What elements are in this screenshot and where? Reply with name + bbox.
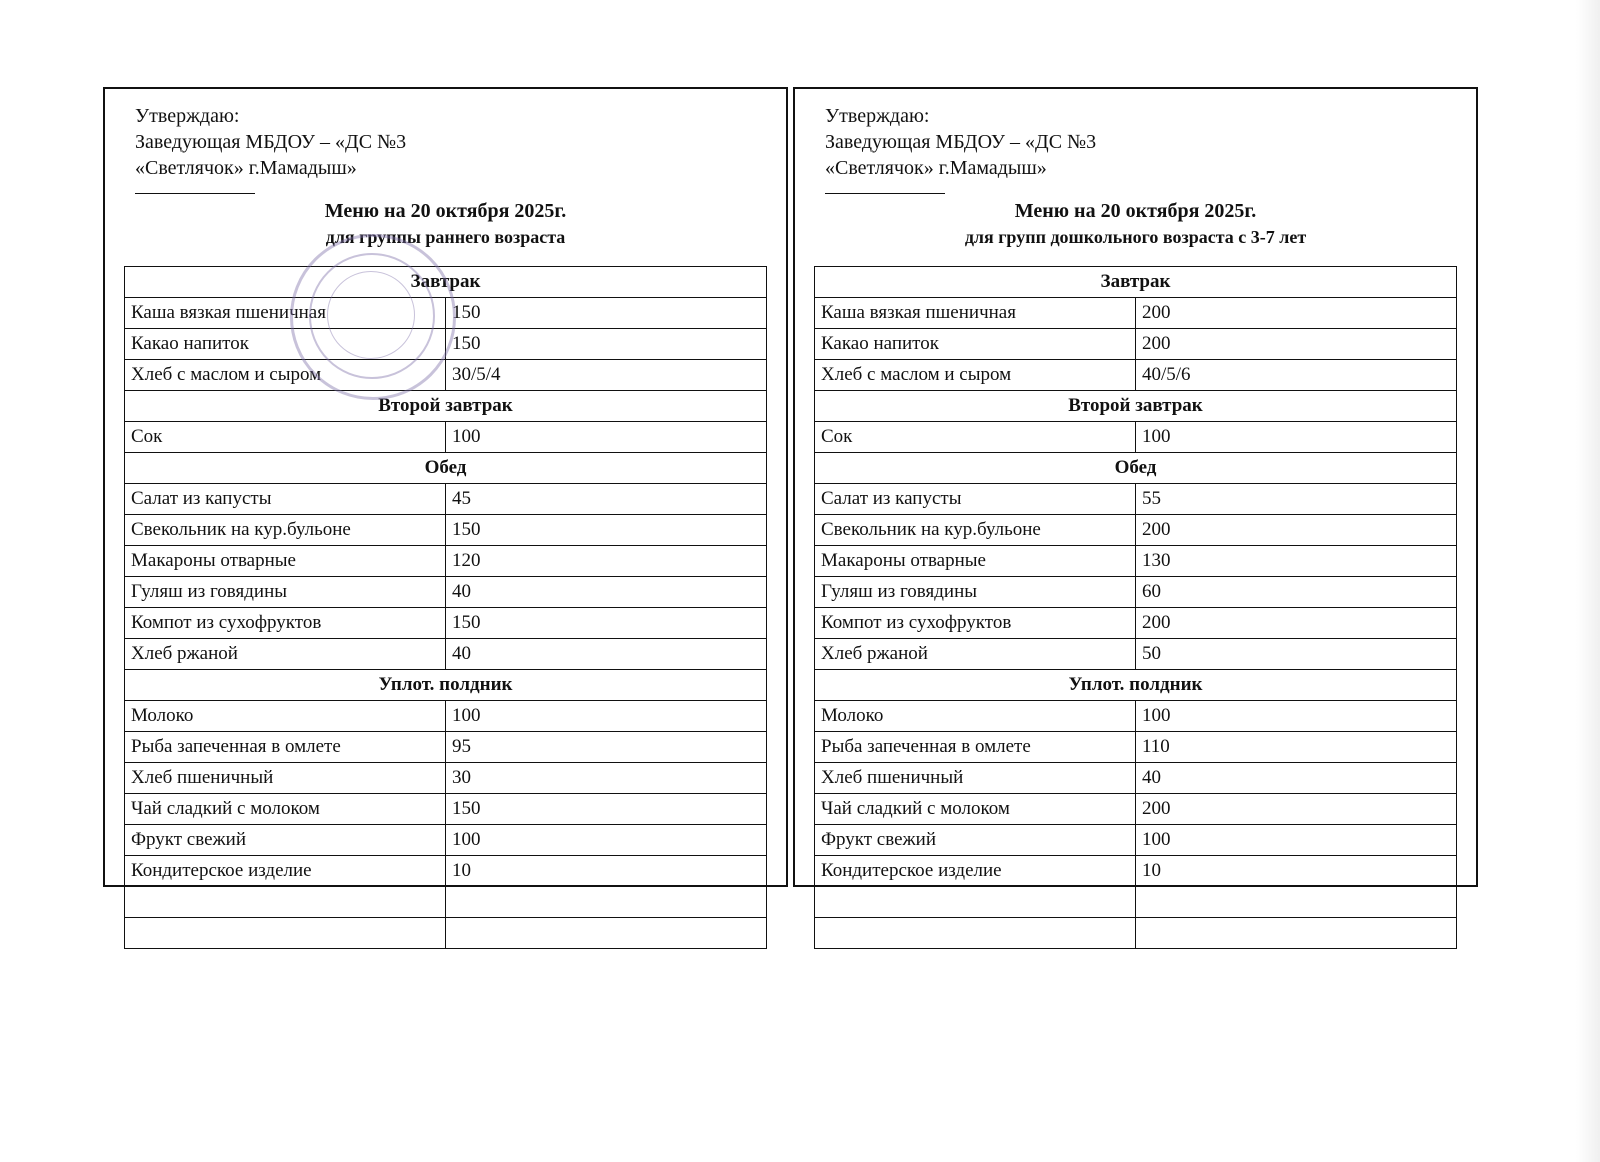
table-row — [815, 701, 1457, 732]
table-row — [125, 329, 767, 360]
dish-name: Чай сладкий с молоком — [815, 794, 1136, 825]
dish-name: Чай сладкий с молоком — [125, 794, 446, 825]
dish-name: Хлеб ржаной — [815, 639, 1136, 670]
dish-qty — [446, 918, 767, 949]
section-label: Обед — [125, 453, 767, 484]
table-row — [125, 825, 767, 856]
dish-qty: 130 — [1136, 546, 1457, 577]
dish-qty: 200 — [1136, 329, 1457, 360]
dish-qty: 100 — [446, 422, 767, 453]
table-row-section — [815, 267, 1457, 298]
dish-name: Свекольник на кур.бульоне — [125, 515, 446, 546]
table-row — [815, 577, 1457, 608]
approval-line-1: Утверждаю: — [135, 105, 240, 127]
dish-qty: 150 — [446, 298, 767, 329]
dish-name: Фрукт свежий — [815, 825, 1136, 856]
dish-qty: 95 — [446, 732, 767, 763]
dish-qty: 60 — [1136, 577, 1457, 608]
dish-name: Сок — [125, 422, 446, 453]
dish-qty — [1136, 887, 1457, 918]
scan-edge-shadow — [1576, 0, 1600, 1162]
approval-line-2: Заведующая МБДОУ – «ДС №3 — [135, 131, 407, 153]
table-row — [815, 639, 1457, 670]
approval-block — [105, 89, 786, 181]
dish-name: Гуляш из говядины — [125, 577, 446, 608]
table-row-empty — [815, 887, 1457, 918]
table-row — [815, 825, 1457, 856]
dish-qty: 150 — [446, 515, 767, 546]
dish-qty: 100 — [1136, 701, 1457, 732]
table-row — [125, 794, 767, 825]
table-row-section — [125, 267, 767, 298]
table-row — [815, 329, 1457, 360]
section-label: Завтрак — [125, 267, 767, 298]
dish-qty: 200 — [1136, 794, 1457, 825]
section-label: Завтрак — [815, 267, 1457, 298]
dish-qty: 40 — [446, 639, 767, 670]
dish-name: Какао напиток — [125, 329, 446, 360]
dish-qty: 120 — [446, 546, 767, 577]
table-row — [125, 422, 767, 453]
dish-qty: 30/5/4 — [446, 360, 767, 391]
section-label: Второй завтрак — [125, 391, 767, 422]
menu-table — [124, 266, 767, 949]
menu-table — [814, 266, 1457, 949]
dish-qty: 100 — [1136, 422, 1457, 453]
dish-name — [125, 887, 446, 918]
table-row — [815, 360, 1457, 391]
menu-sheet-preschool — [793, 87, 1478, 887]
table-row-section — [125, 670, 767, 701]
approval-line-1: Утверждаю: — [825, 105, 930, 127]
dish-name: Какао напиток — [815, 329, 1136, 360]
table-row — [815, 608, 1457, 639]
dish-qty: 10 — [446, 856, 767, 887]
dish-name: Хлеб с маслом и сыром — [815, 360, 1136, 391]
dish-name: Свекольник на кур.бульоне — [815, 515, 1136, 546]
table-row-section — [815, 670, 1457, 701]
signature-line — [825, 193, 945, 194]
table-row — [125, 732, 767, 763]
dish-qty: 150 — [446, 329, 767, 360]
dish-name: Каша вязкая пшеничная — [125, 298, 446, 329]
table-row — [125, 763, 767, 794]
table-row-empty — [815, 918, 1457, 949]
table-row-empty — [125, 918, 767, 949]
table-row-section — [125, 391, 767, 422]
dish-name: Молоко — [125, 701, 446, 732]
table-row — [125, 360, 767, 391]
dish-name: Кондитерское изделие — [125, 856, 446, 887]
menu-title-block — [795, 198, 1476, 250]
table-row — [815, 484, 1457, 515]
table-row — [125, 701, 767, 732]
dish-qty: 150 — [446, 608, 767, 639]
dish-qty: 100 — [1136, 825, 1457, 856]
table-row — [815, 732, 1457, 763]
dish-qty: 200 — [1136, 298, 1457, 329]
menu-subtitle: для группы раннего возраста — [325, 227, 566, 247]
dish-name: Хлеб с маслом и сыром — [125, 360, 446, 391]
dish-qty: 150 — [446, 794, 767, 825]
table-row — [815, 546, 1457, 577]
dish-qty — [446, 887, 767, 918]
menu-sheet-early-age — [103, 87, 788, 887]
section-label: Второй завтрак — [815, 391, 1457, 422]
table-row-empty — [125, 887, 767, 918]
table-row — [125, 608, 767, 639]
dish-name: Кондитерское изделие — [815, 856, 1136, 887]
dish-qty: 40/5/6 — [1136, 360, 1457, 391]
dish-qty: 40 — [446, 577, 767, 608]
table-row-section — [815, 391, 1457, 422]
table-row — [125, 639, 767, 670]
table-row — [815, 298, 1457, 329]
dish-qty: 100 — [446, 825, 767, 856]
dish-name: Макароны отварные — [125, 546, 446, 577]
table-row-section — [125, 453, 767, 484]
dish-name: Сок — [815, 422, 1136, 453]
dish-name: Компот из сухофруктов — [125, 608, 446, 639]
dish-name: Рыба запеченная в омлете — [125, 732, 446, 763]
dish-name — [815, 918, 1136, 949]
dish-name: Салат из капусты — [125, 484, 446, 515]
dish-name: Рыба запеченная в омлете — [815, 732, 1136, 763]
approval-line-3: «Светлячок» г.Мамадыш» — [135, 157, 357, 179]
dish-qty — [1136, 918, 1457, 949]
approval-line-2: Заведующая МБДОУ – «ДС №3 — [825, 131, 1097, 153]
table-row — [125, 856, 767, 887]
dish-qty: 100 — [446, 701, 767, 732]
section-label: Обед — [815, 453, 1457, 484]
menu-subtitle: для групп дошкольного возраста с 3-7 лет — [964, 227, 1307, 247]
dish-qty: 40 — [1136, 763, 1457, 794]
table-row — [815, 422, 1457, 453]
table-row-section — [815, 453, 1457, 484]
menu-title: Меню на 20 октября 2025г. — [1014, 200, 1257, 222]
table-row — [815, 856, 1457, 887]
dish-name: Хлеб пшеничный — [125, 763, 446, 794]
dish-qty: 30 — [446, 763, 767, 794]
approval-block — [795, 89, 1476, 181]
dish-name: Компот из сухофруктов — [815, 608, 1136, 639]
dish-name — [125, 918, 446, 949]
table-row — [815, 794, 1457, 825]
dish-qty: 50 — [1136, 639, 1457, 670]
dish-qty: 45 — [446, 484, 767, 515]
table-row — [125, 577, 767, 608]
dish-name — [815, 887, 1136, 918]
table-row — [125, 298, 767, 329]
dish-name: Фрукт свежий — [125, 825, 446, 856]
table-row — [125, 546, 767, 577]
dish-name: Макароны отварные — [815, 546, 1136, 577]
dish-qty: 55 — [1136, 484, 1457, 515]
section-label: Уплот. полдник — [815, 670, 1457, 701]
menu-title: Меню на 20 октября 2025г. — [324, 200, 567, 222]
signature-line — [135, 193, 255, 194]
dish-qty: 110 — [1136, 732, 1457, 763]
section-label: Уплот. полдник — [125, 670, 767, 701]
dish-name: Гуляш из говядины — [815, 577, 1136, 608]
dish-name: Хлеб пшеничный — [815, 763, 1136, 794]
dish-qty: 200 — [1136, 608, 1457, 639]
dish-name: Каша вязкая пшеничная — [815, 298, 1136, 329]
table-row — [125, 515, 767, 546]
dish-qty: 200 — [1136, 515, 1457, 546]
approval-line-3: «Светлячок» г.Мамадыш» — [825, 157, 1047, 179]
table-row — [125, 484, 767, 515]
dish-qty: 10 — [1136, 856, 1457, 887]
dish-name: Хлеб ржаной — [125, 639, 446, 670]
table-row — [815, 515, 1457, 546]
menu-title-block — [105, 198, 786, 250]
table-row — [815, 763, 1457, 794]
dish-name: Молоко — [815, 701, 1136, 732]
dish-name: Салат из капусты — [815, 484, 1136, 515]
